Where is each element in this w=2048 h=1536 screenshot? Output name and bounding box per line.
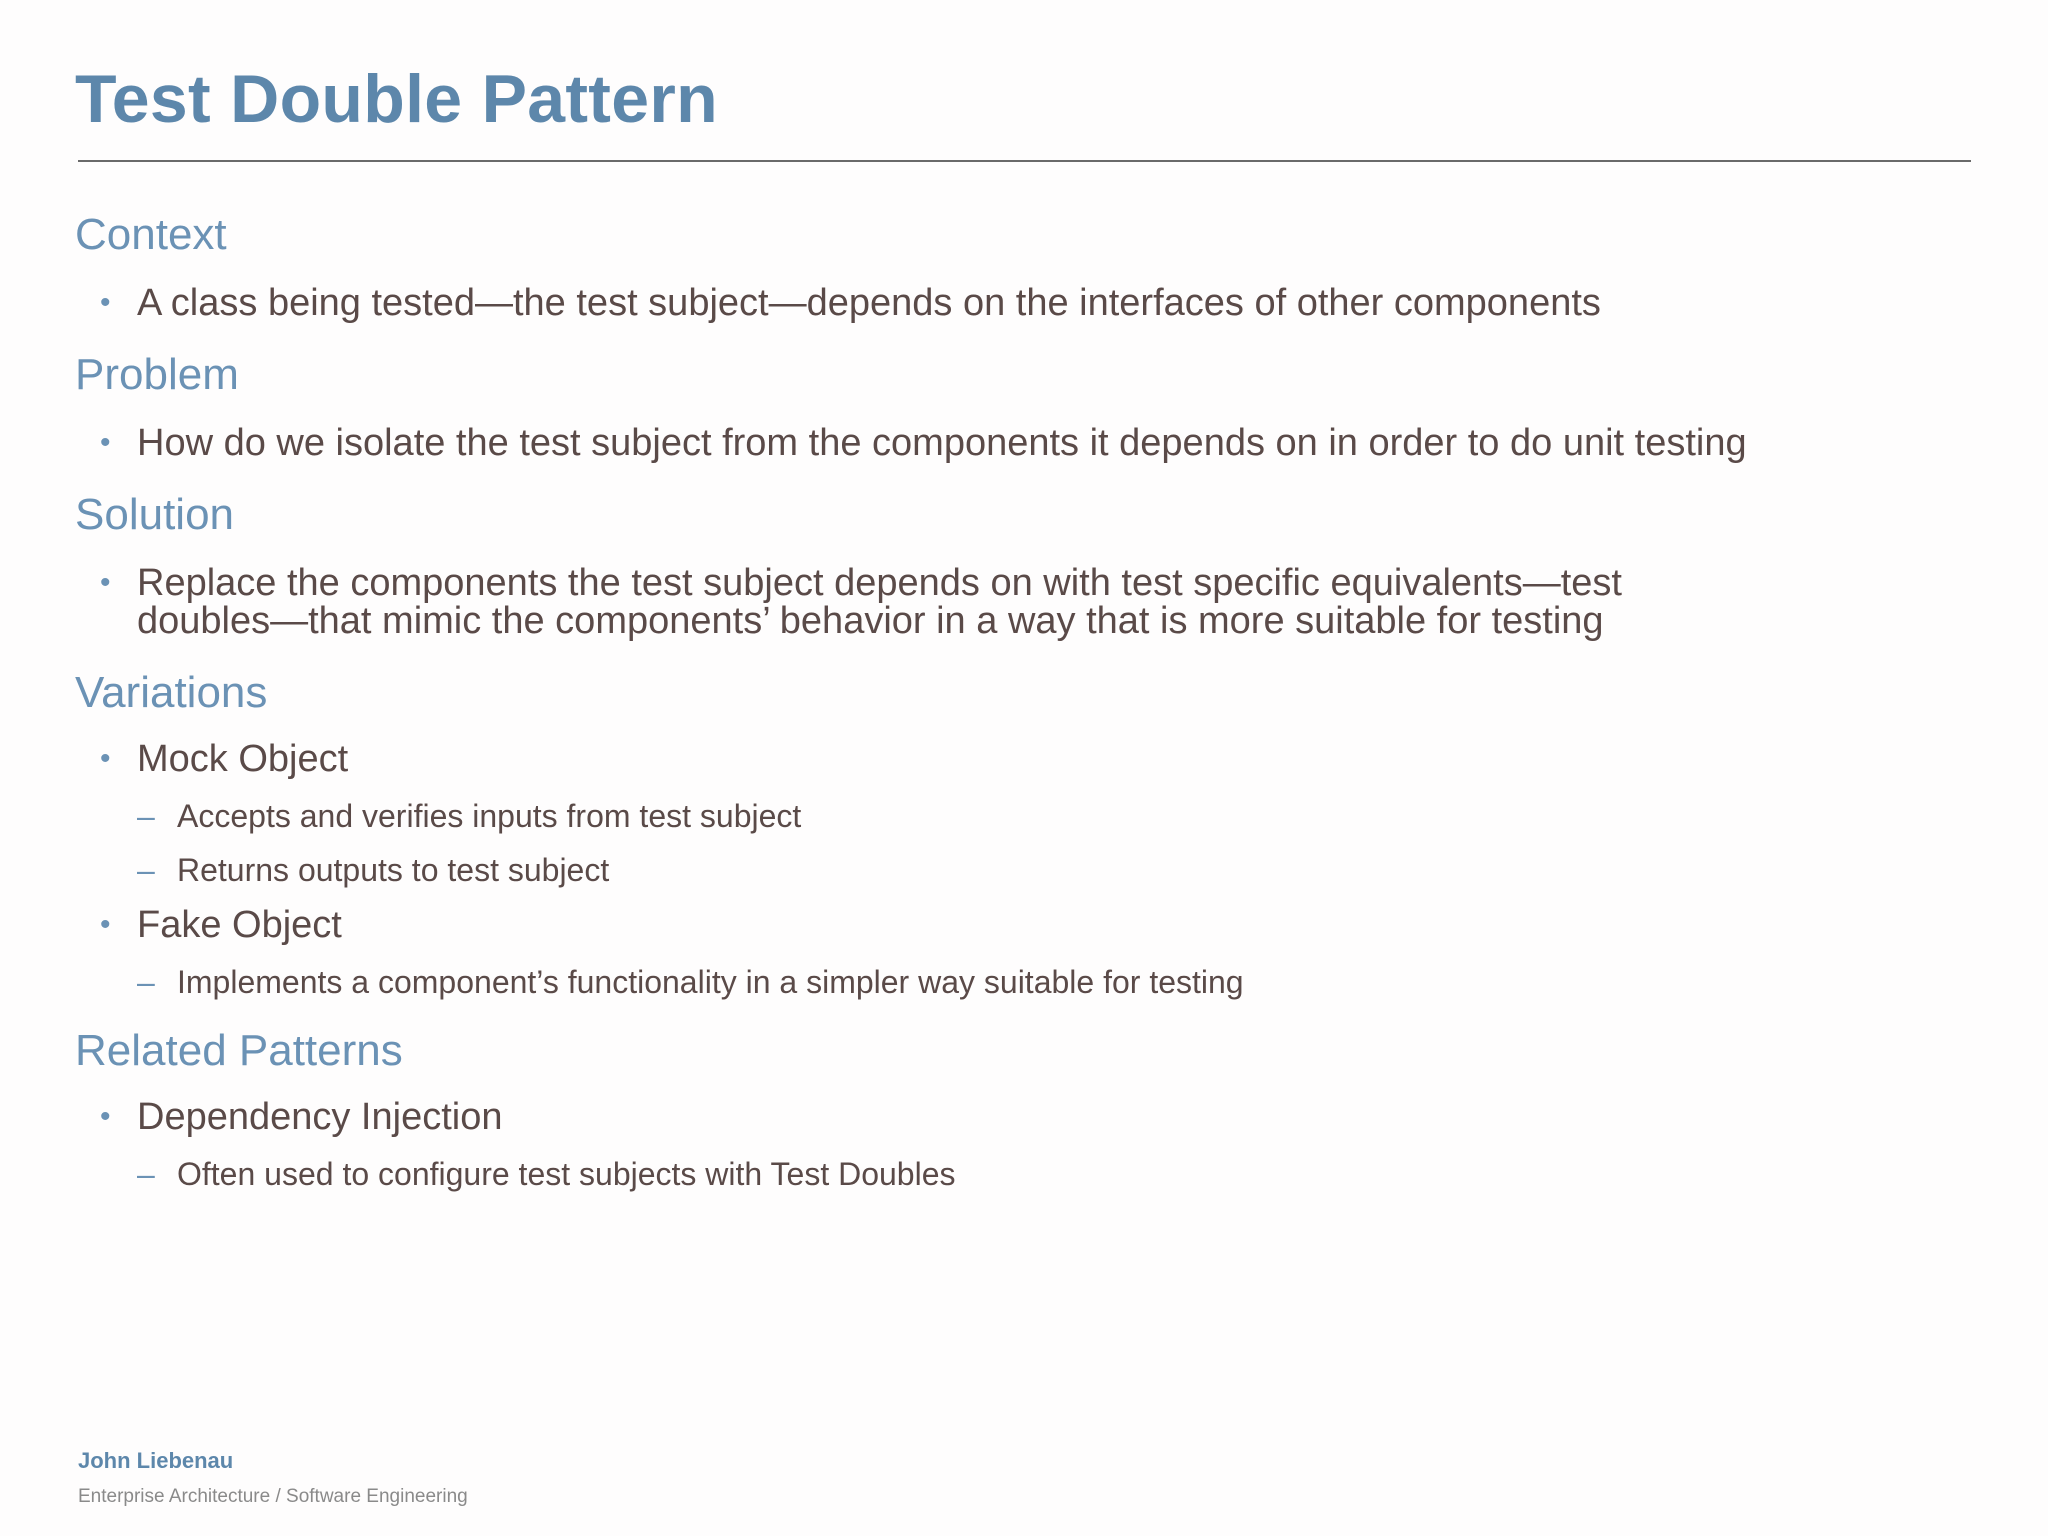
bullet-fake-object (75, 906, 1975, 944)
sub-bullet-di-1-text: Often used to configure test subjects with Test Doubles (177, 1156, 956, 1192)
bullet-marker: • (100, 908, 111, 941)
bullet-marker: • (100, 1100, 111, 1133)
title-divider (78, 160, 1971, 162)
sub-bullet-fake-1 (75, 962, 1975, 1002)
bullet-solution-line2: doubles—that mimic the components’ behavior in a way that is more suitable for testing (137, 600, 1604, 642)
bullet-solution-line1: Replace the components the test subject depends on with test specific equivalents—test (137, 562, 1622, 604)
bullet-mock-object-text: Mock Object (137, 738, 349, 780)
sub-bullet-mock-2 (75, 850, 1975, 890)
heading-variations: Variations (75, 668, 268, 717)
bullet-marker: • (100, 286, 111, 319)
bullet-context-text: A class being tested—the test subject—depends on the interfaces of other components (137, 282, 1601, 324)
sub-bullet-di-1 (75, 1154, 1975, 1194)
sub-bullet-mock-1 (75, 796, 1975, 836)
bullet-problem (75, 424, 1975, 462)
bullet-solution (75, 564, 1975, 602)
slide-content (75, 204, 1975, 1194)
bullet-context (75, 284, 1975, 322)
bullet-dependency-injection (75, 1098, 1975, 1136)
dash-marker: – (137, 798, 155, 834)
footer-author: John Liebenau (78, 1448, 234, 1473)
dash-marker: – (137, 964, 155, 1000)
sub-bullet-mock-1-text: Accepts and verifies inputs from test subject (177, 798, 802, 834)
sub-bullet-fake-1-text: Implements a component’s functionality in a simpler way suitable for testing (177, 964, 1244, 1000)
sub-bullet-mock-2-text: Returns outputs to test subject (177, 852, 610, 888)
bullet-marker: • (100, 426, 111, 459)
bullet-problem-text: How do we isolate the test subject from the components it depends on in order to do unit testing (137, 422, 1747, 464)
dash-marker: – (137, 1156, 155, 1192)
heading-solution: Solution (75, 490, 235, 539)
footer-course: Enterprise Architecture / Software Engineering (78, 1486, 468, 1507)
heading-context: Context (75, 210, 227, 259)
dash-marker: – (137, 852, 155, 888)
bullet-dependency-injection-text: Dependency Injection (137, 1096, 503, 1138)
heading-related-patterns: Related Patterns (75, 1026, 403, 1075)
bullet-marker: • (100, 566, 111, 599)
heading-problem: Problem (75, 350, 239, 399)
bullet-fake-object-text: Fake Object (137, 904, 342, 946)
slide-title: Test Double Pattern (75, 61, 718, 137)
bullet-mock-object (75, 740, 1975, 778)
bullet-solution-continued (75, 602, 1975, 640)
bullet-marker: • (100, 742, 111, 775)
